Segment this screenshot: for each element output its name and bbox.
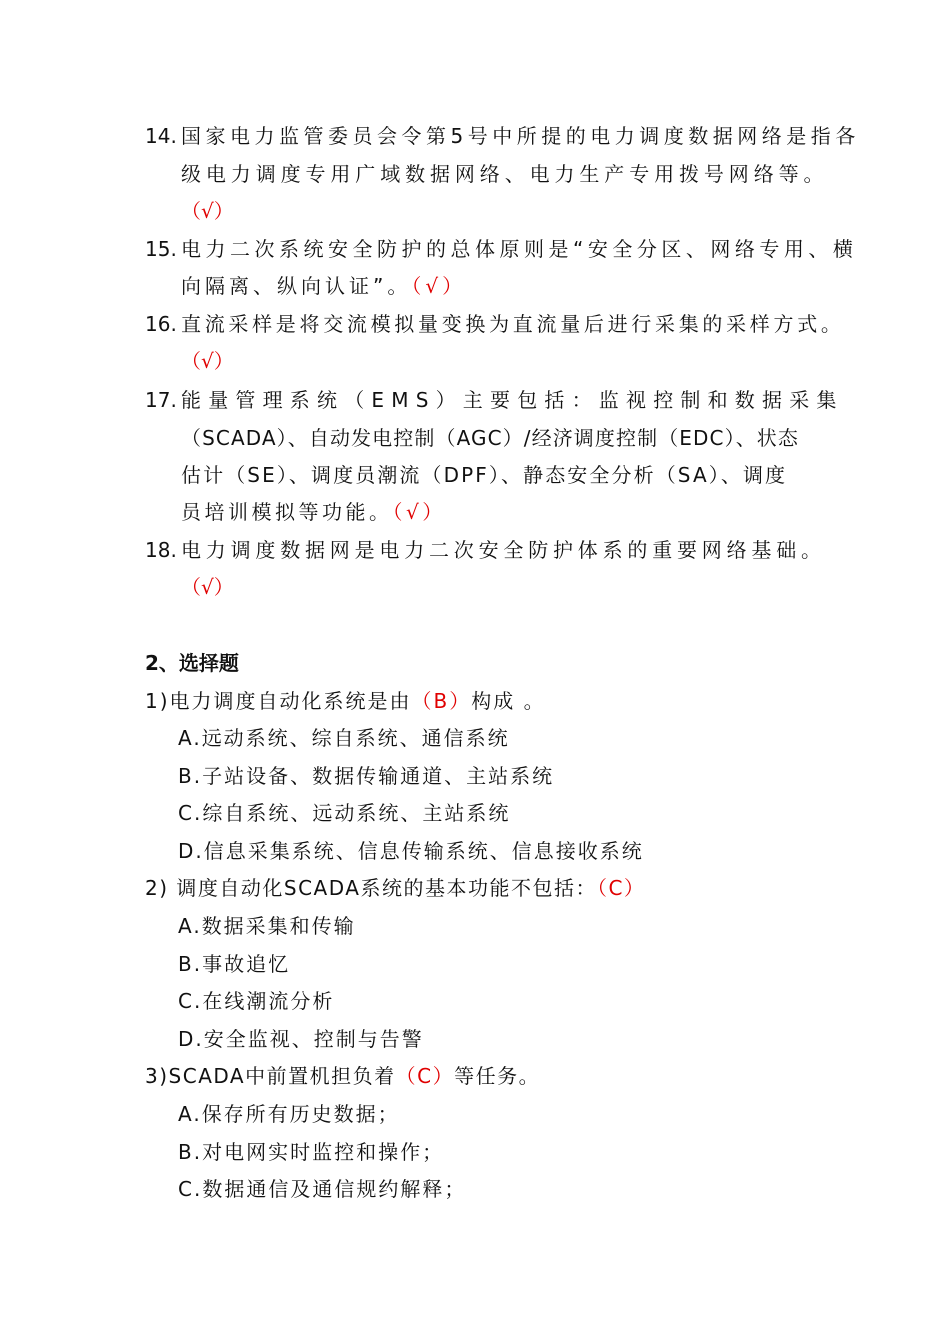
item-text: 电力二次系统安全防护的总体原则是“安全分区、网络专用、横 [181, 237, 858, 261]
judgment-item-15-line-2 [181, 272, 466, 300]
judgment-item-14 [145, 122, 860, 150]
item-text: 能量管理系统（EMS）主要包括：监视控制和数据采集 [181, 388, 844, 412]
question-3 [145, 1062, 540, 1090]
question-1 [145, 687, 546, 715]
question-2 [145, 874, 645, 902]
question-text: 3)SCADA中前置机担负着 [145, 1064, 396, 1088]
option-d: D.安全监视、控制与告警 [178, 1027, 424, 1051]
answer-mark: （√） [411, 274, 467, 298]
item-text: 电力调度数据网是电力二次安全防护体系的重要网络基础。 [181, 538, 826, 562]
judgment-item-17-line-4 [181, 498, 446, 526]
option-d: D.信息采集系统、信息传输系统、信息接收系统 [178, 839, 644, 863]
option-b: B.子站设备、数据传输通道、主站系统 [178, 764, 555, 788]
answer-mark: （√） [181, 199, 234, 223]
judgment-item-18 [145, 536, 826, 564]
judgment-item-17-line-2: （SCADA）、自动发电控制（AGC）/经济调度控制（EDC）、状态 [181, 426, 800, 450]
item-number: 14. [145, 124, 177, 148]
answer-mark: （√） [392, 500, 446, 524]
item-number: 15. [145, 237, 177, 261]
answer-mark: （√） [181, 349, 234, 373]
question-answer: （C） [596, 876, 646, 900]
option-a: A.数据采集和传输 [178, 914, 356, 938]
option-a: A.保存所有历史数据； [178, 1102, 400, 1126]
option-b: B.事故追忆 [178, 952, 291, 976]
question-text-end: 构成 。 [471, 689, 546, 713]
section-heading: 2、选择题 [145, 651, 239, 675]
judgment-item-17-line-3: 估计（SE）、调度员潮流（DPF）、静态安全分析（SA）、调度 [181, 463, 788, 487]
item-text: 向隔离、纵向认证”。 [181, 274, 412, 298]
item-number: 18. [145, 538, 177, 562]
answer-mark: （√） [181, 575, 234, 599]
judgment-item-14-line-2: 级电力调度专用广域数据网络、电力生产专用拨号网络等。 [181, 162, 829, 186]
question-text: 1)电力调度自动化系统是由 [145, 689, 412, 713]
option-a: A.远动系统、综自系统、通信系统 [178, 726, 510, 750]
judgment-item-16 [145, 310, 845, 338]
option-c: C.综自系统、远动系统、主站系统 [178, 801, 511, 825]
option-c: C.数据通信及通信规约解释； [178, 1177, 467, 1201]
judgment-item-15 [145, 235, 857, 263]
option-b: B.对电网实时监控和操作； [178, 1140, 445, 1164]
option-c: C.在线潮流分析 [178, 989, 335, 1013]
question-answer: （C） [395, 1064, 455, 1088]
item-text: 国家电力监管委员会令第5号中所提的电力调度数据网络是指各 [181, 124, 860, 148]
item-text: 直流采样是将交流模拟量变换为直流量后进行采集的采样方式。 [181, 312, 845, 336]
item-text: 员培训模拟等功能。 [181, 500, 393, 524]
judgment-item-17 [145, 386, 844, 414]
question-answer: （B） [411, 689, 472, 713]
question-text: 2) 调度自动化SCADA系统的基本功能不包括： [145, 876, 597, 900]
question-text-end: 等任务。 [454, 1064, 541, 1088]
item-number: 17. [145, 388, 177, 412]
item-number: 16. [145, 312, 177, 336]
